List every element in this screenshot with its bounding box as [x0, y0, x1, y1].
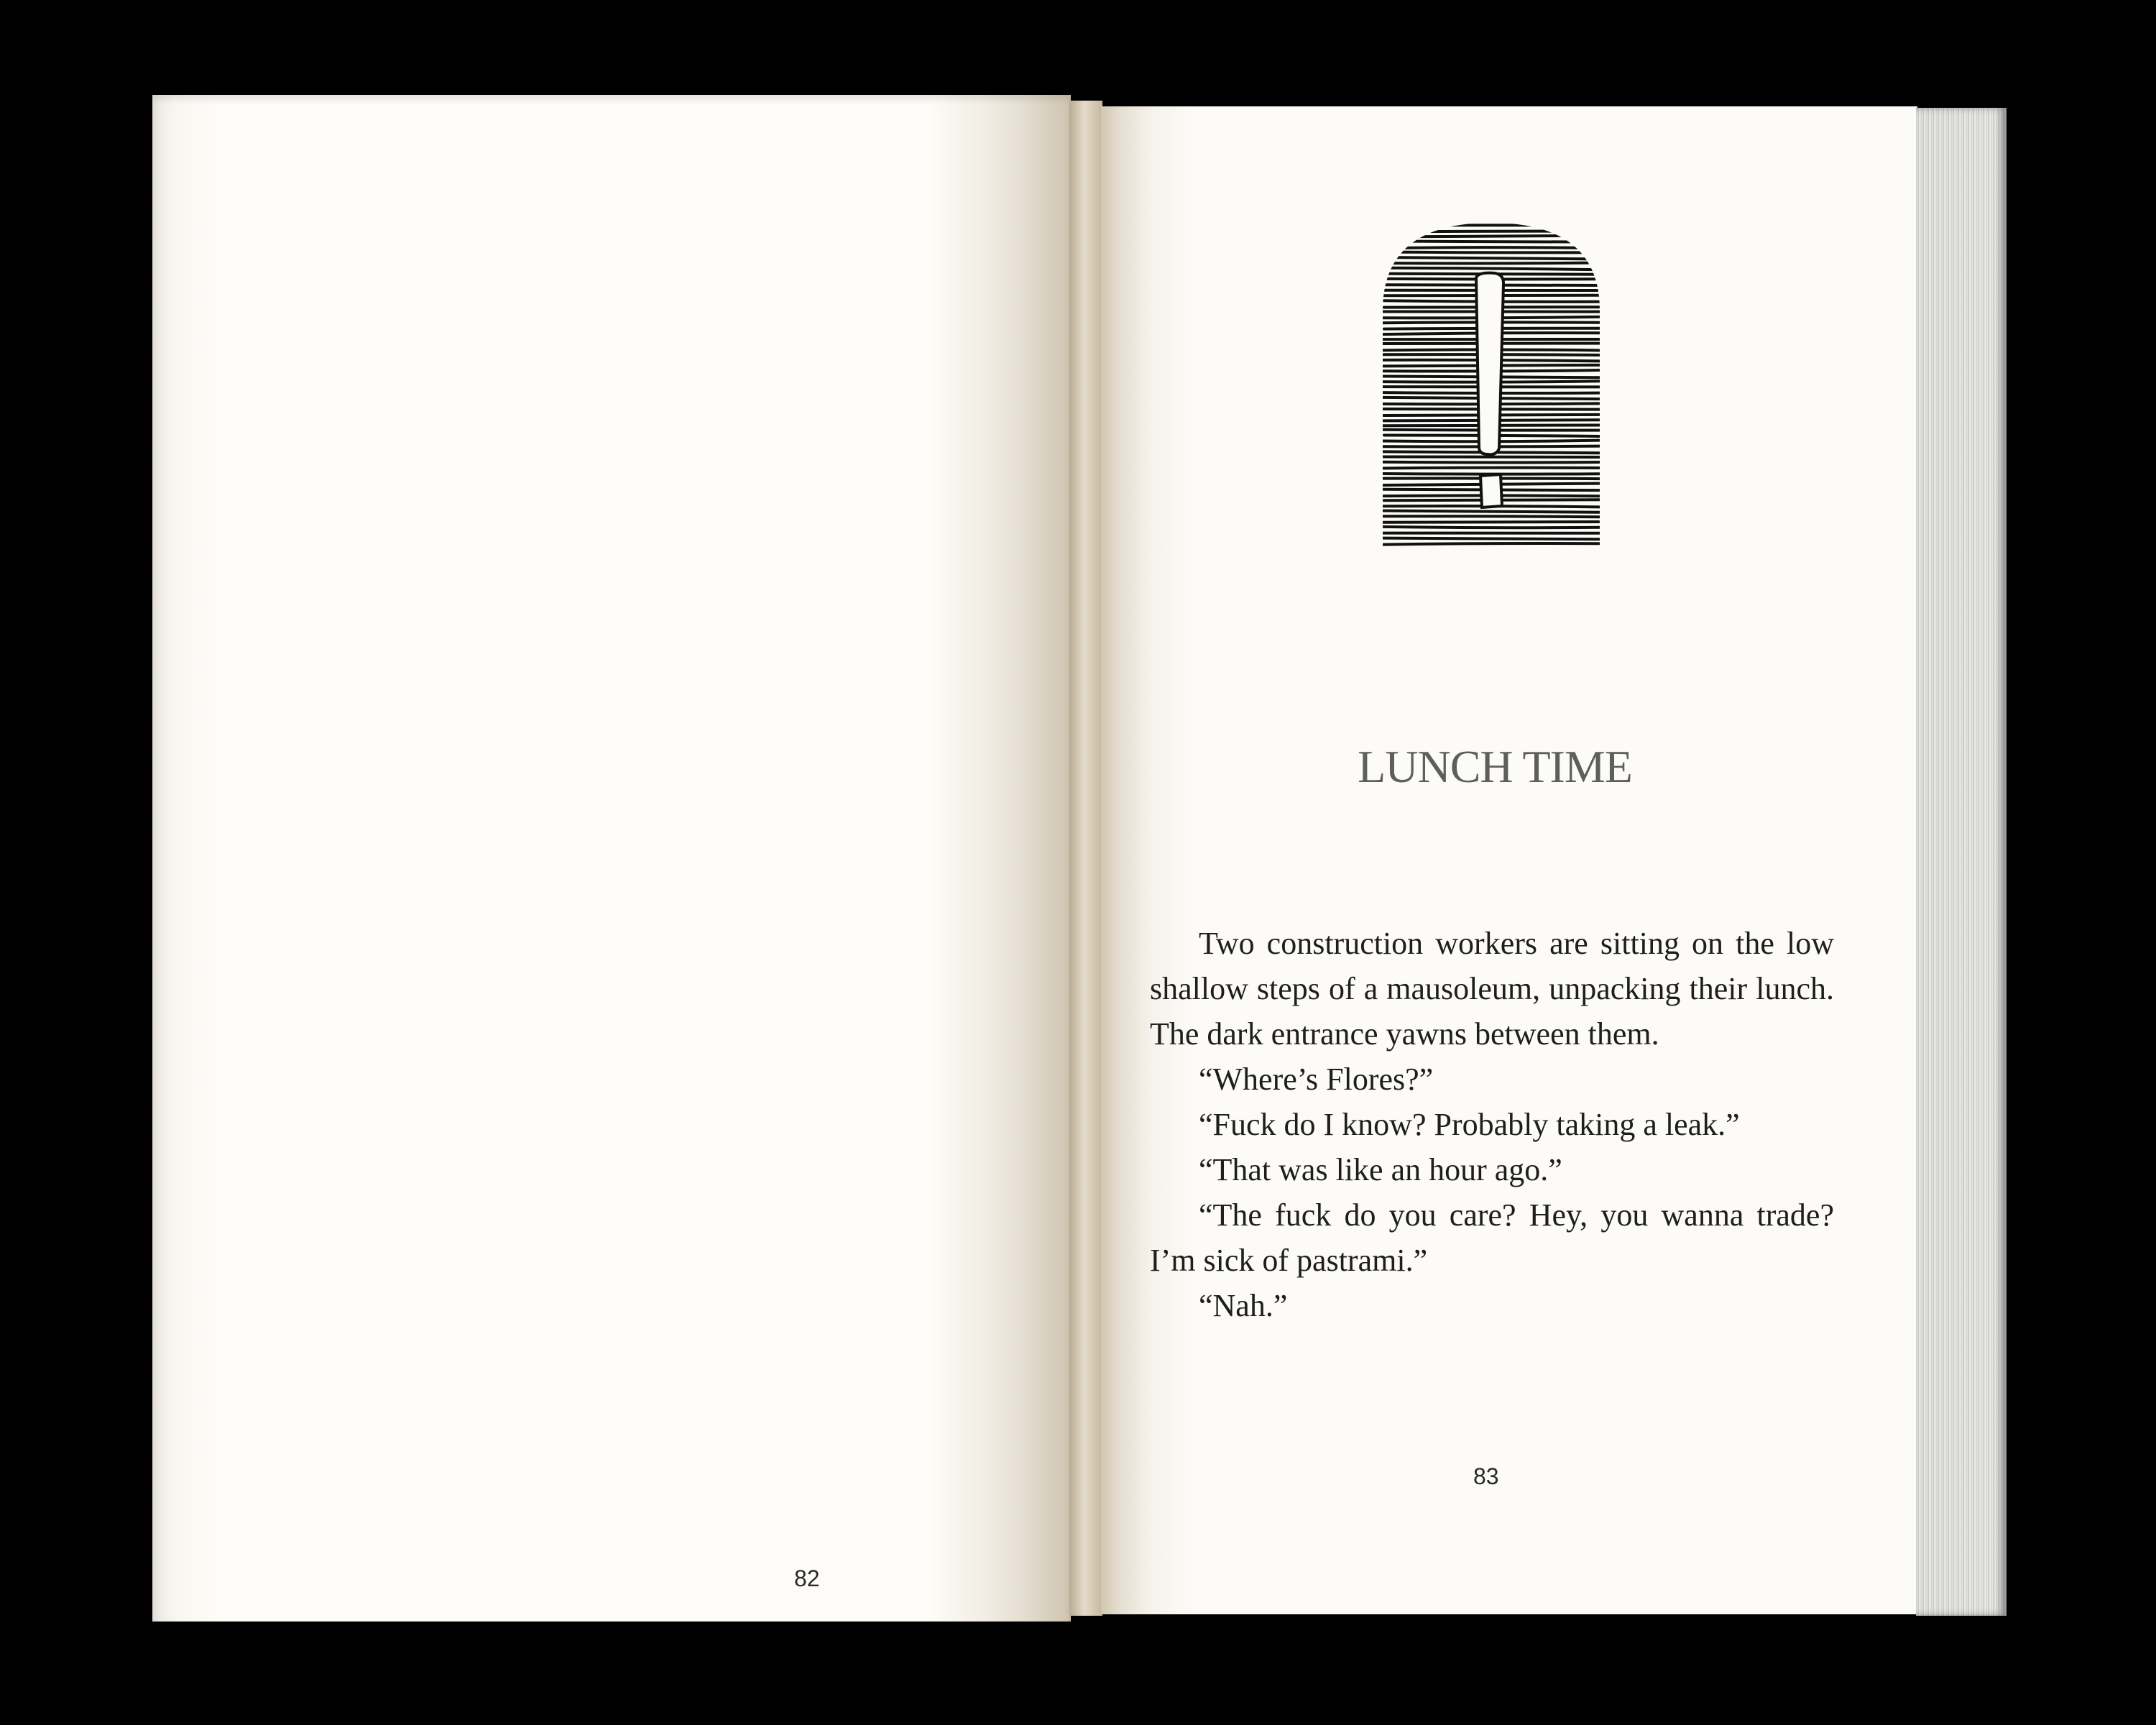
paragraph: “That was like an hour ago.” — [1199, 1152, 1562, 1187]
hatch-stroke — [1378, 263, 1601, 264]
hatch-stroke — [1380, 511, 1603, 512]
page-edges — [1916, 108, 2007, 1616]
hatch-stroke — [1381, 225, 1601, 226]
hatch-stroke — [1378, 538, 1605, 540]
chapter-body — [1150, 921, 1834, 1328]
book-gutter — [1069, 101, 1102, 1616]
hatch-stroke — [1380, 268, 1603, 270]
hatch-stroke — [1378, 247, 1606, 248]
hatch-stroke — [1381, 527, 1602, 528]
paragraph: “Where’s Flores?” — [1199, 1062, 1434, 1097]
paragraph: “Nah.” — [1199, 1288, 1288, 1323]
paragraph: Two construction workers are sitting on the low shallow steps of a mausoleum, unpacking their lunch. The dark entrance yawns between them. — [1150, 926, 1834, 1052]
hatch-stroke — [1383, 543, 1602, 545]
hatch-stroke — [1381, 231, 1605, 232]
hatch-stroke — [1383, 462, 1601, 463]
hatch-stroke — [1383, 516, 1600, 517]
hatch-stroke — [1382, 257, 1604, 259]
page-number: 82 — [794, 1565, 820, 1591]
left-page — [152, 95, 1071, 1622]
hatch-stroke — [1380, 252, 1598, 253]
exclamation-mark-illustration — [1373, 217, 1610, 555]
chapter-title: LUNCH TIME — [1358, 741, 1632, 792]
paragraph: “Fuck do I know? Probably taking a leak.” — [1199, 1107, 1740, 1142]
hatch-stroke — [1379, 236, 1600, 237]
hatch-stroke — [1380, 457, 1600, 458]
hatch-stroke — [1382, 522, 1598, 523]
paragraph: “The fuck do you care? Hey, you wanna trade? I’m sick of pastrami.” — [1150, 1197, 1834, 1278]
hatch-stroke — [1379, 468, 1603, 469]
page-number: 83 — [1473, 1463, 1499, 1489]
